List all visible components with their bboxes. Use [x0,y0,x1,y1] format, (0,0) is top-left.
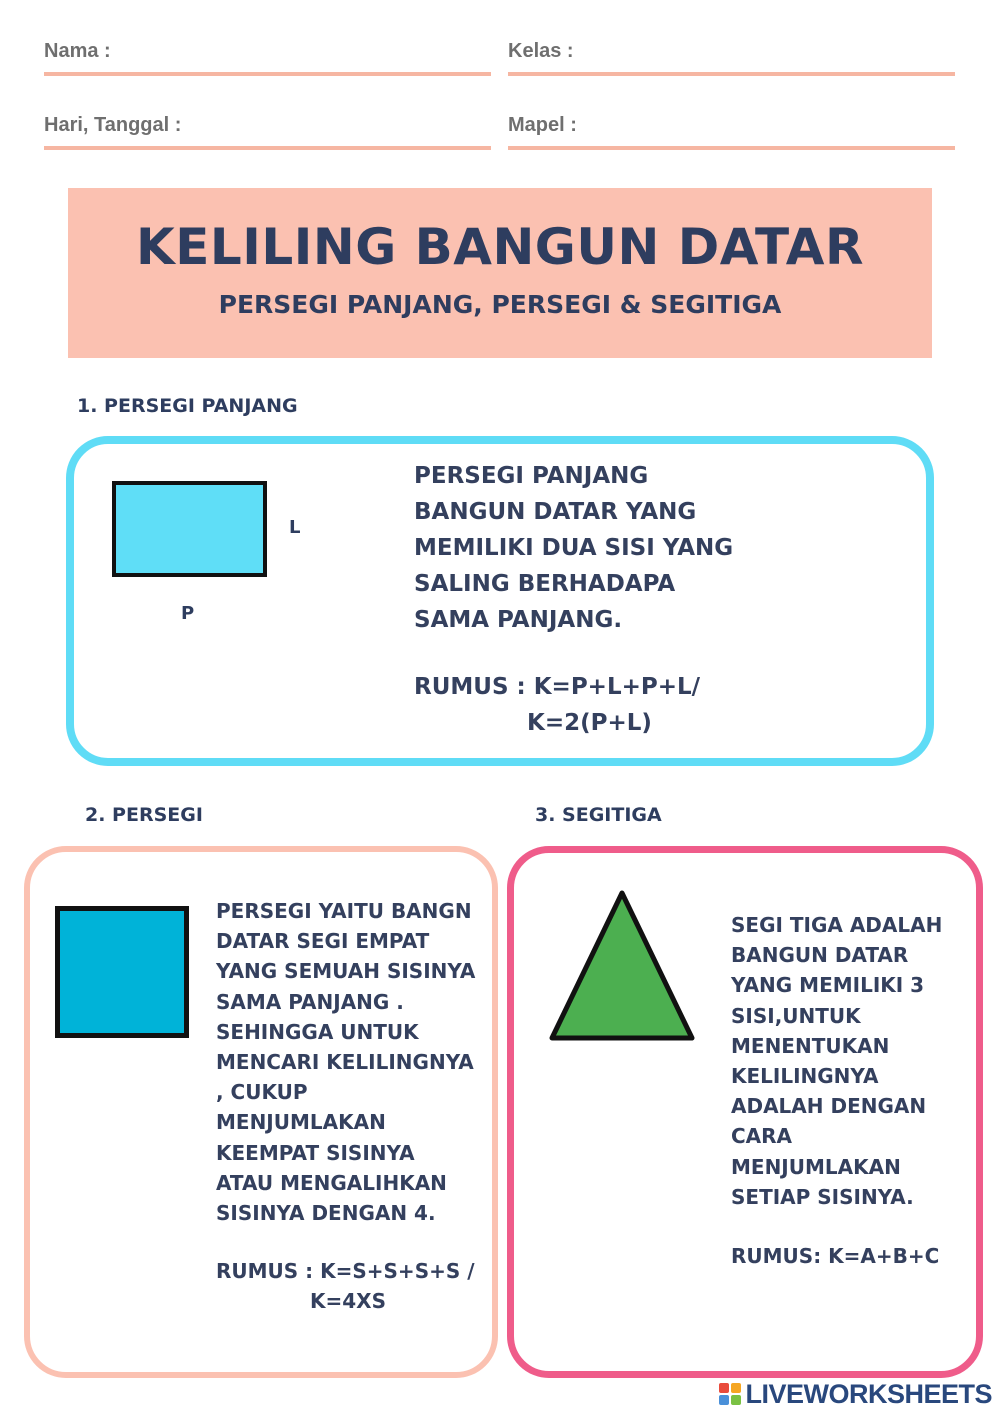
triangle-shape [548,888,698,1044]
nama-field[interactable] [44,38,491,76]
nama-label: Nama : [44,40,111,62]
persegi-panjang-formula-2: K=2(P+L) [527,710,652,736]
rectangle-shape [112,481,267,577]
square-shape [55,906,189,1038]
section-heading-persegi-panjang: 1. PERSEGI PANJANG [77,395,298,417]
persegi-panjang-formula-1: RUMUS : K=P+L+P+L/ [414,674,701,700]
triangle-polygon [552,893,692,1038]
persegi-formula-2: K=4XS [310,1289,386,1313]
mapel-field[interactable] [508,112,955,150]
liveworksheets-text: LIVEWORKSHEETS [745,1378,992,1409]
title-banner [68,188,932,358]
persegi-panjang-description: PERSEGI PANJANG BANGUN DATAR YANG MEMILIKI DUA SISI YANG SALING BERHADAPA SAMA PANJANG. [414,463,734,633]
logo-square-4 [731,1395,741,1405]
persegi-description: PERSEGI YAITU BANGN DATAR SEGI EMPAT YANG SEMUAH SISINYA SAMA PANJANG . SEHINGGA UNTUK MENCARI KELILINGNYA , CUKUP MENJUMLAKAN KEEMPAT SISINYA ATAU MENGALIHKAN SISINYA DENGAN 4. [216,899,476,1226]
liveworksheets-watermark[interactable] [719,1378,992,1410]
page-title: KELILING BANGUN DATAR [136,218,864,276]
logo-square-2 [731,1383,741,1393]
segitiga-description: SEGI TIGA ADALAH BANGUN DATAR YANG MEMILIKI 3 SISI,UNTUK MENENTUKAN KELILINGNYA ADALAH DENGAN CARA MENJUMLAKAN SETIAP SISINYA. [731,913,943,1209]
page-subtitle: PERSEGI PANJANG, PERSEGI & SEGITIGA [218,290,782,319]
mapel-label: Mapel : [508,114,577,136]
rectangle-width-label: L [289,517,301,538]
hari-tanggal-field[interactable] [44,112,491,150]
rectangle-length-label: P [181,603,195,624]
logo-square-1 [719,1383,729,1393]
liveworksheets-logo-icon [719,1383,741,1405]
kelas-label: Kelas : [508,40,574,62]
kelas-field[interactable] [508,38,955,76]
section-heading-segitiga: 3. SEGITIGA [535,804,662,826]
logo-square-3 [719,1395,729,1405]
section-heading-persegi: 2. PERSEGI [85,804,203,826]
segitiga-formula: RUMUS: K=A+B+C [731,1244,940,1268]
persegi-formula-1: RUMUS : K=S+S+S+S / [216,1259,475,1283]
hari-tanggal-label: Hari, Tanggal : [44,114,182,136]
